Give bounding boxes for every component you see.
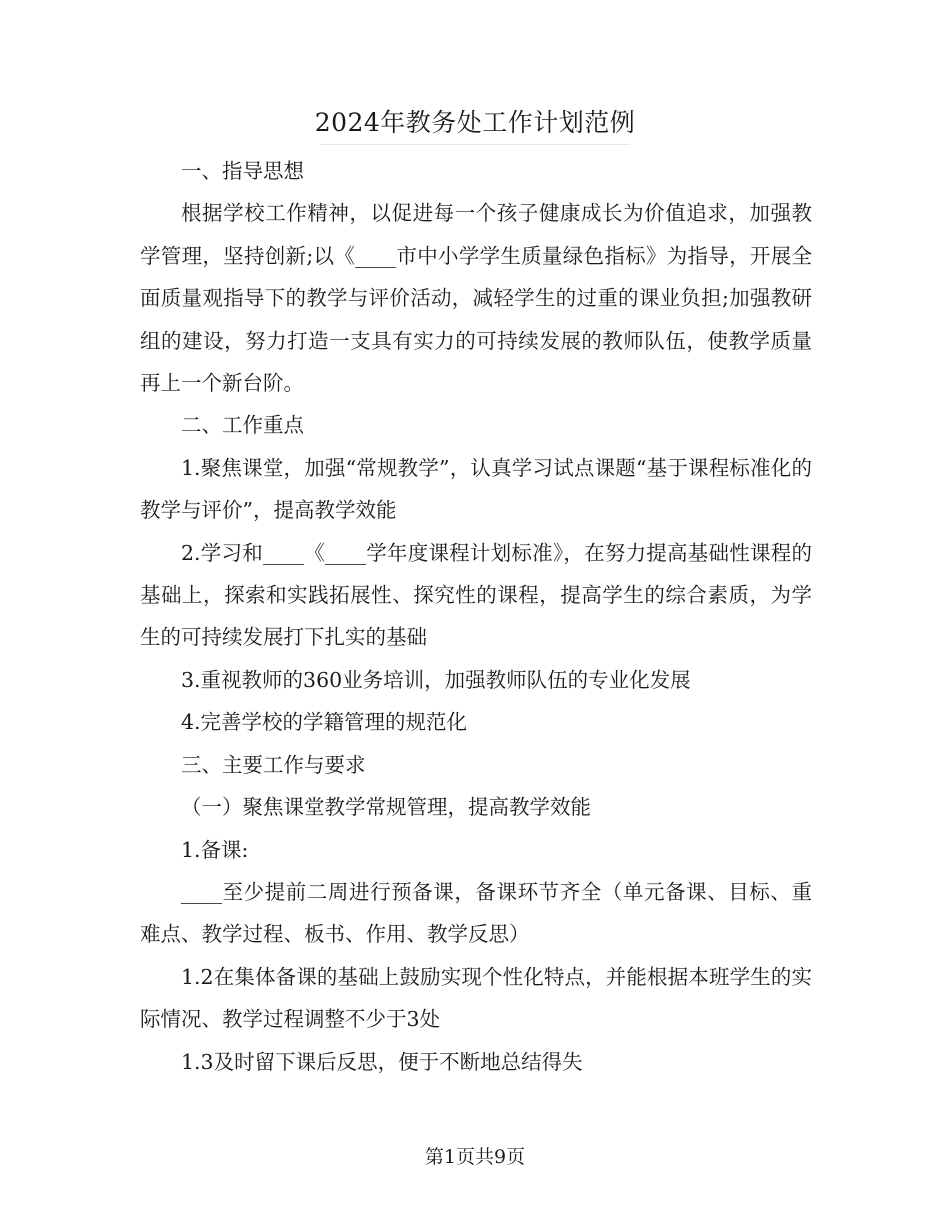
- title-underline: [320, 144, 630, 145]
- heading-main-work: 三、主要工作与要求: [181, 752, 366, 777]
- paragraph-focus-1: 1.聚焦课堂，加强“常规教学”，认真学习试点课题“基于课程标准化的教学与评价”，提高教学效能: [140, 455, 812, 523]
- paragraph-focus-4: 4.完善学校的学籍管理的规范化: [181, 710, 468, 735]
- paragraph-focus-3: 3.重视教师的360业务培训，加强教师队伍的专业化发展: [181, 667, 691, 692]
- paragraph-prep-1-1: ____至少提前二周进行预备课，备课环节齐全（单元备课、目标、重难点、教学过程、板书、作用、教学反思）: [140, 879, 812, 947]
- paragraph-guiding-ideology: 根据学校工作精神，以促进每一个孩子健康成长为价值追求，加强教学管理，坚持创新;以《____市中小学学生质量绿色指标》为指导，开展全面质量观指导下的教学与评价活动，减轻学生的过重的课业负担;加强教研组的建设，努力打造一支具有实力的可持续发展的教师队伍，使教学质量再上一个新台阶。: [140, 201, 812, 396]
- heading-work-focus: 二、工作重点: [181, 413, 304, 438]
- document-body: [140, 150, 812, 1083]
- heading-guiding-ideology: 一、指导思想: [181, 159, 304, 183]
- item-lesson-prep: 1.备课:: [181, 837, 249, 862]
- paragraph-prep-1-2: 1.2在集体备课的基础上鼓励实现个性化特点，并能根据本班学生的实际情况、教学过程调整不少于3处: [140, 964, 812, 1032]
- page-indicator: 第1页共9页: [424, 1146, 526, 1168]
- subheading-classroom: （一）聚焦课堂教学常规管理，提高教学效能: [181, 795, 591, 820]
- paragraph-prep-1-3: 1.3及时留下课后反思，便于不断地总结得失: [181, 1049, 583, 1074]
- document-title: 2024年教务处工作计划范例: [314, 108, 636, 137]
- paragraph-focus-2: 2.学习和____《____学年度课程计划标准》，在努力提高基础性课程的基础上，探索和实践拓展性、探究性的课程，提高学生的综合素质，为学生的可持续发展打下扎实的基础: [140, 540, 812, 650]
